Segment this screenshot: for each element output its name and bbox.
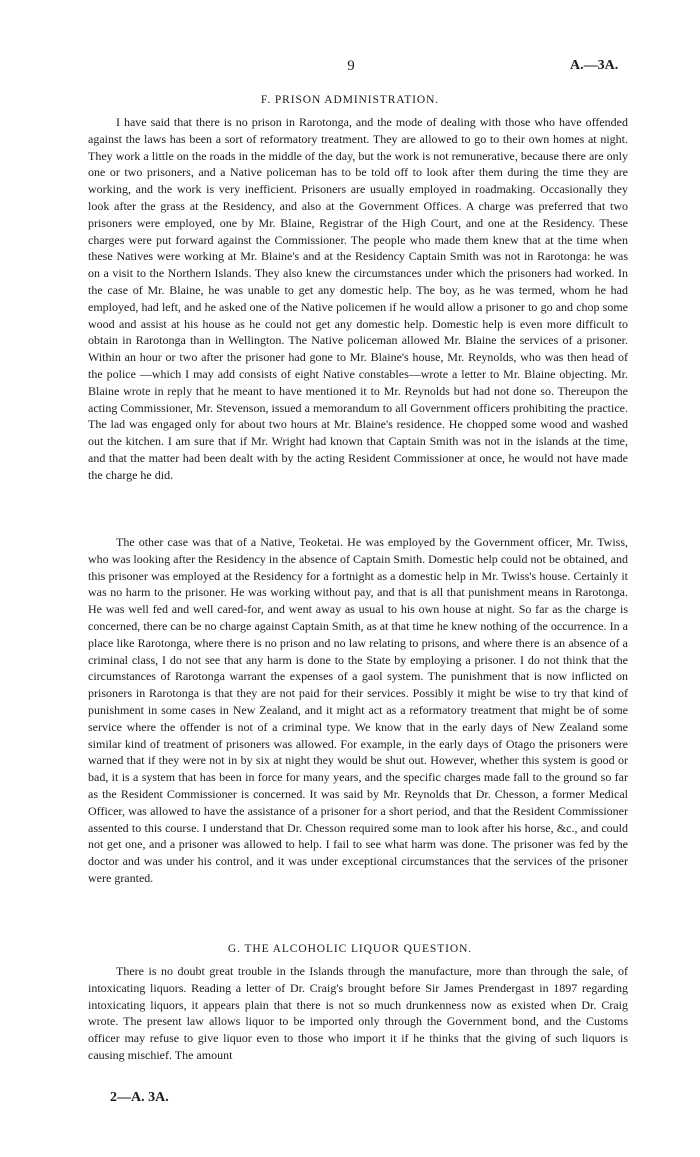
document-reference: A.—3A. <box>570 58 619 73</box>
section-heading-alcoholic-liquor: G. THE ALCOHOLIC LIQUOR QUESTION. <box>227 943 473 955</box>
signature-reference: 2—A. 3A. <box>110 1090 169 1105</box>
section-heading-prison-administration: F. PRISON ADMINISTRATION. <box>260 94 440 106</box>
paragraph-prison-1: I have said that there is no prison in Rarotonga, and the mode of dealing with those who have offended against the laws has been a sort of reformatory treatment. They are allowed to go to their own homes at night. They work a little on the roads in the middle of the day, but the work is not remunerative, because there are only one or two prisoners, and a Native policeman has to be told off to look after them during the time they are working, and the work is very inefficient. Prisoners are usually employed in roadmaking. Occasionally they look after the grass at the Residency, and also at the Government Offices. A charge was preferred that two prisoners were employed, one by Mr. Blaine, Registrar of the High Court, and one at the Residency. These charges were put forward against the Commissioner. The people who made them knew that at the time when these Natives were working at Mr. Blaine's and at the Residency Captain Smith was not in Rarotonga: he was on a visit to the Northern Islands. They also knew the circumstances under which the prisoners had worked. In the case of Mr. Blaine, he was unable to get any domestic help. The boy, as he was termed, whom he had employed, had left, and he asked one of the Native policemen if he would allow a prisoner to go and chop some wood and assist at his house as he could not get any domestic help. Domestic help is even more difficult to obtain in Rarotonga than in Wellington. The Native policeman allowed Mr. Blaine the services of a prisoner. Within an hour or two after the prisoner had gone to Mr. Blaine's house, Mr. Reynolds, who was then head of the police —which I may add consists of eight Native constables—wrote a letter to Mr. Blaine objecting. Mr. Blaine wrote in reply that he meant to have mentioned it to Mr. Reynolds but had not done so. Thereupon the acting Commissioner, Mr. Stevenson, issued a memorandum to all Government officers prohibiting the practice. The lad was engaged only for about two hours at Mr. Blaine's residence. He chopped some wood and washed out the kitchen. I am sure that if Mr. Wright had known that Captain Smith was not in the islands at the time, and that the matter had been dealt with by the acting Resident Commissioner at once, he would not have made the charge he did. <box>88 115 628 482</box>
paragraph-prison-2: The other case was that of a Native, Teoketai. He was employed by the Government officer, Mr. Twiss, who was looking after the Residency in the absence of Captain Smith. Domestic help could not be obtained, and this prisoner was employed at the Residency for a fortnight as a domestic help in Mr. Twiss's house. Certainly it was no harm to the prisoner. He was working without pay, and that is all that punishment means in Rarotonga. He was well fed and well cared-for, and went away as usual to his own house at night. So far as the charge is concerned, there can be no charge against Captain Smith, as at that time he knew nothing of the occurrence. In a place like Rarotonga, where there is no prison and no law relating to prisons, and where there is an absence of a criminal class, I do not see that any harm is done to the State by employing a prisoner. I do not think that the circumstances of Rarotonga warrant the expenses of a gaol system. The punishment that is now inflicted on prisoners in Rarotonga is that they are not paid for their services. Possibly it might be wise to try that kind of punishment in some cases in New Zealand, and it might act as a reformatory treatment that might be of some service where the offender is not of a criminal type. We know that in the early days of New Zealand some similar kind of treatment of prisoners was allowed. For example, in the early days of Otago the prisoners were warned that if they were not in by six at night they would be shut out. However, whether this system is good or bad, it is a system that has been in force for many years, and the specific charges made fall to the ground so far as the Resident Commissioner is concerned. It was said by Mr. Reynolds that Dr. Chesson, a former Medical Officer, was allowed to have the assistance of a prisoner for a short period, and that the Resident Commissioner assented to this course. I understand that Dr. Chesson required some man to look after his horse, &c., and could not get one, and a prisoner was allowed to help. I fail to see what harm was done. The prisoner was fed by the doctor and was under his control, and it was under exceptional circumstances that the services of the prisoner were granted. <box>88 535 628 885</box>
page-number: 9 <box>347 58 355 74</box>
paragraph-liquor-1: There is no doubt great trouble in the Islands through the manufacture, more than through the sale, of intoxicating liquors. Reading a letter of Dr. Craig's brought before Sir James Prendergast in 1897 regarding intoxicating liquors, it appears plain that there is not so much drunkenness now as existed when Dr. Craig wrote. The present law allows liquor to be imported only through the Government bond, and the Customs officer may refuse to give liquor even to those who import it if he thinks that the giving of such liquors is causing mischief. The amount <box>88 964 628 1062</box>
